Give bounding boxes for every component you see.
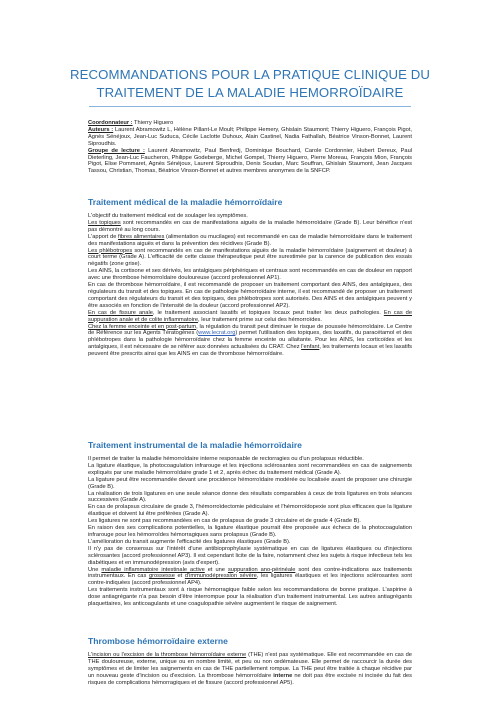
paragraph: Chez la femme enceinte et en post-partum, la régulation du transit peut diminuer le risque de poussée hémorroïdaire. Le Centre de Référence sur les Agents Tératogènes (www.lecrat.org) permet l'utilisation des topiques, des laxatifs, du paracétamol et des phlébotropes dans la pathologie hémorroïdaire chez la femme enceinte ou allaitante. Pour les AINS, les corticoïdes et les antalgiques, il est nécessaire de se référer aux données actualisées du CRAT. Chez l'enfant, les traitements locaux et les laxatifs peuvent être prescrits ainsi que les AINS en cas de thrombose hémorroïdaire. [88,323,413,358]
auteurs-line [88,127,412,148]
title-line-1: RECOMMANDATIONS POUR LA PRATIQUE CLINIQUE DU [69,67,430,82]
paragraph: Les traitements instrumentaux sont à risque hémorragique faible selon les recommandations de bonne pratique. L'aspirine à dose antiagrégante n'a pas besoin d'être interrompue pour la réalisation d'un traitement instrumental. Les autres antiagrégants plaquettaires, les anticoagulants et une coagulopathie sévère augmentent le risque de saignement. [88,587,412,608]
paragraph: Il n'y pas de consensus sur l'intérêt d'une antibioprophylaxie systématique en cas de ligatures élastiques ou d'injections sclérosantes (accord professionnel AP3). Il est cependant licite de la faire, notamment chez les sujets à risque infectieux tels les diabétiques et en immunodépression (avis d'expert). [88,545,412,566]
groupe-value: Laurent Abramowitz, Paul Benfredj, Dominique Bouchard, Carole Cordonnier, Hubert Dereux, Paul Dieterling, Jean-Luc Faucheron, Philippe Godeberge, Michel Gompel, Thierry Higuero, Pierre Moreau, François Mion, François Pigot, Elise Pommaret, Agnès Sénéjoux, Laurent Siproudhis, Denis Soudan, Marc Souffran, Ghislain Staumont, Jean Jacques Tassou, Christian, Thomas, Béatrice Vinson-Bonnet et autres membres anonymes de la SNFCP. [88,147,412,175]
groupe-line [88,148,412,176]
paragraph: L'objectif du traitement médical est de soulager les symptômes. [88,213,248,219]
paragraph: En cas de thrombose hémorroïdaire, il est recommandé de proposer un traitement comportant des AINS, des antalgiques, des régulateurs du transit et des topiques. En cas de pathologie hémorroïdaire interne, il est recommandé de proposer un traitement comportant des régulateurs du transit et des topiques, des phlébotropes sont autorisés. Des AINS et des antalgiques peuvent y être associés en fonction de l'intensité de la douleur (accord professionnel AP2). [88,282,412,309]
paragraph: Les topiques sont recommandés en cas de manifestations aiguës de la maladie hémorroïdaire (Grade B). Leur bénéfice n'est pas démontré au long cours. [88,219,412,233]
paragraph: L'amélioration du transit augmente l'efficacité des ligatures élastiques (Grade B). [88,538,291,545]
auteurs-value: Laurent Abramowitz L, Hélène Pillant-Le Moult; Philippe Hemery, Ghislain Staumont; Thierry Higuero, François Pigot, Agnès Sénéjoux, Jean-Luc Suduca, Cécile Laclotte Duhoux, Alain Castinel, Nadia Fathallah, Béatrice Vinson-Bonnet, Laurent Siproudhis. [88,126,412,147]
section-body-traitement-instrumental [88,456,412,608]
section-body-thrombose [88,652,412,687]
paragraph: La ligature élastique, la photocoagulation infrarouge et les injections sclérosantes sont recommandées en cas de saignements expliqués par une maladie hémorroïdaire grade 1 et 2, après échec du traitement médical (Grade A). [88,462,412,476]
paragraph: La ligature peut être recommandée devant une procidence hémorroïdaire modérée ou localisée avant de proposer une chirurgie (Grade B). [88,476,412,490]
paragraph: L'apport de fibres alimentaires (alimentation ou mucilages) est recommandé en cas de maladie hémorroïdaire dans le traitement des manifestations aiguës et dans la prévention des récidives (Grade B). [88,233,412,247]
title-line-2: TRAITEMENT DE LA MALADIE HEMORROÏDAIRE [96,85,404,100]
paragraph: Les AINS, la cortisone et ses dérivés, les antalgiques périphériques et centraux sont recommandés en cas de douleur en rapport avec une thrombose hémorroïdaire douloureuse (accord professionnel AP1). [88,268,412,282]
paragraph: Il permet de traiter la maladie hémorroïdaire interne responsable de rectorragies ou d'un prolapsus réductible. [88,456,364,462]
title-divider [89,106,411,107]
paragraph: La réalisation de trois ligatures en une seule séance donne des résultats comparables à ceux de trois ligatures en trois séances successives (Grade A). [88,490,412,504]
coordinateur-line [88,120,412,127]
coordinateur-value: Thierry Higuero [132,120,174,126]
auteurs-label: Auteurs : [88,126,114,133]
groupe-label: Groupe de lecture : [88,147,145,154]
paragraph: En cas de fissure anale, le traitement associant laxatifs et topiques locaux peut traiter les deux pathologies. En cas de suppuration anale et de colite inflammatoire, leur traitement prime sur celui des hémorroïdes. [88,309,413,323]
coordinateur-label: Coordonnateur : [88,120,133,126]
paragraph: Les phlébotropes sont recommandés en cas de manifestations aiguës de la maladie hémorroïdaire (saignement et douleur) à court terme (Grade A). L'efficacité de cette classe thérapeutique peut être surestimée par la carence de publication des essais négatifs (zone grise). [88,247,412,268]
paragraph: L'incision ou l'excision de la thrombose hémorroïdaire externe (THE) n'est pas systématique. Elle est recommandée en cas de THE douloureuse, externe, unique ou en nombre limité, et peu ou non œdémateuse. Elle permet de raccourcir la durée des symptômes et de limiter les saignements en cas de THE partiellement rompue. La THE peut être traitée à chaque récidive par un nouveau geste d'incision ou d'excision. La thrombose hémorroïdaire interne ne doit pas être excisée ni incisée du fait des risques de complications hémorragiques et de fissure (accord professionnel AP5). [88,652,412,686]
paragraph: Une maladie inflammatoire intestinale active et une suppuration ano-périnéale sont des contre-indications aux traitements instrumentaux. En cas grossesse et d'immunodépression sévère, les ligatures élastiques et les injections sclérosantes sont contre-indiquées (accord professionnel AP4). [88,566,413,587]
credits-block [88,120,412,175]
document-title [40,66,460,102]
paragraph: En raison des ses complications potentielles, la ligature élastique pourrait être proposée aux échecs de la photocoagulation infrarouge pour les hémorroïdes hémorragiques sans prolapsus (Grade B). [88,525,412,538]
paragraph: En cas de prolapsus circulaire de grade 3, l'hémorroïdectomie pédiculaire et l'hémorroïdopexie sont plus efficaces que la ligature élastique et doivent lui être préférées (Grade A). [88,504,412,518]
section-heading-thrombose: Thrombose hémorroïdaire externe [88,636,228,646]
section-heading-traitement-instrumental: Traitement instrumental de la maladie hémorroïdaire [88,440,302,450]
lecrat-link[interactable]: www.lecrat.org [198,330,236,337]
section-body-traitement-medical [88,213,412,358]
paragraph: Les ligatures ne sont pas recommandées en cas de prolapsus de grade 3 circulaire et de grade 4 (Grade B). [88,518,361,525]
section-heading-traitement-medical: Traitement médical de la maladie hémorroïdaire [88,197,283,207]
